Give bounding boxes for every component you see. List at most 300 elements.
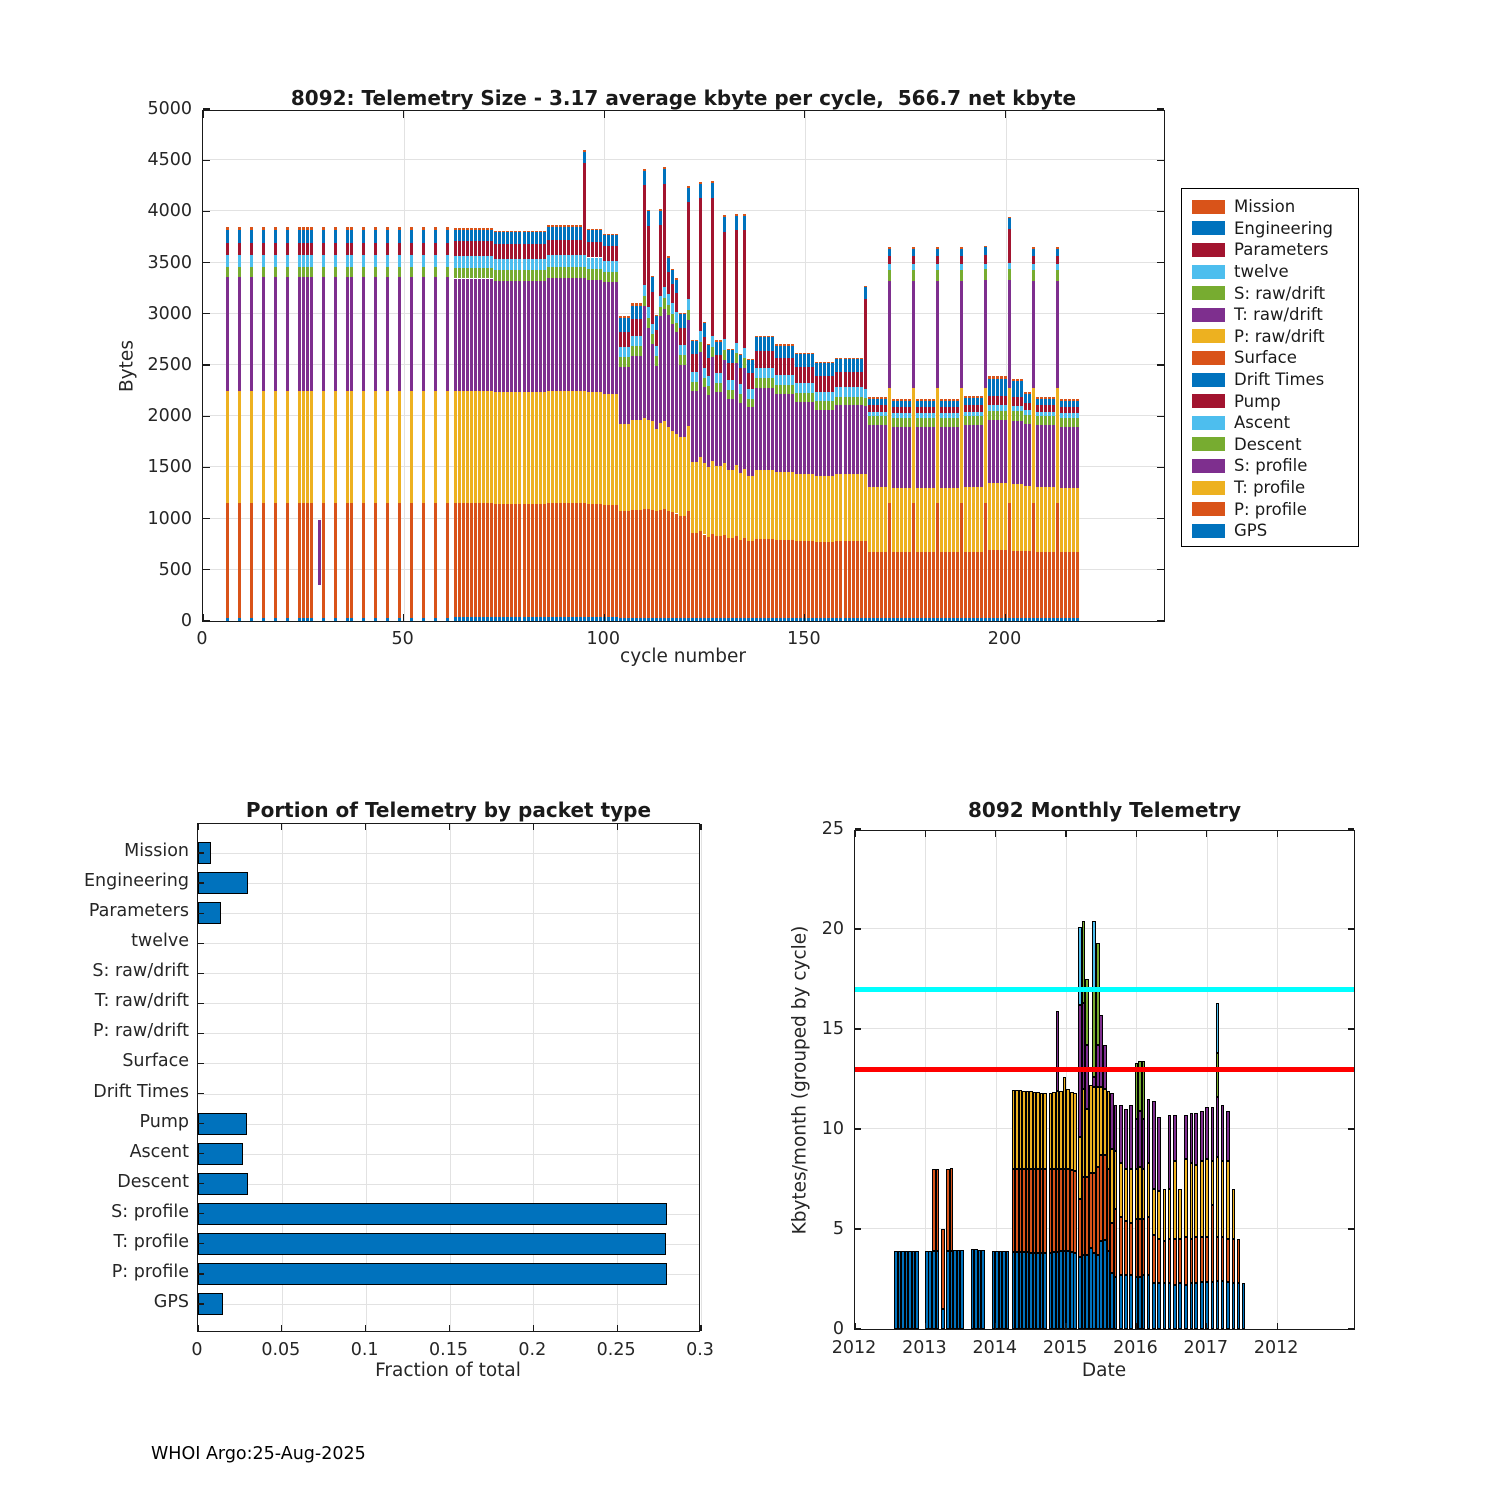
telemetry-bar-segment (535, 504, 538, 618)
telemetry-bar-segment (575, 240, 578, 255)
x-tick-mark (403, 614, 404, 621)
telemetry-bar-segment (611, 261, 614, 272)
telemetry-bar-segment (595, 269, 598, 280)
telemetry-bar-segment (434, 227, 437, 230)
monthly-bar-segment (1119, 1275, 1123, 1329)
telemetry-bar-segment (571, 255, 574, 267)
telemetry-bar-segment (306, 243, 309, 255)
telemetry-bar-segment (956, 552, 959, 618)
telemetry-bar-segment (623, 424, 626, 511)
monthly-bar-segment (1173, 1161, 1177, 1239)
telemetry-bar-segment (506, 504, 509, 618)
grid-line (198, 883, 699, 884)
telemetry-bar-segment (711, 181, 714, 183)
x-tick-mark (1206, 1323, 1207, 1329)
telemetry-bar-segment (535, 617, 538, 621)
telemetry-bar-segment (643, 418, 646, 509)
telemetry-bar-segment (831, 392, 834, 401)
telemetry-bar-segment (815, 401, 818, 410)
telemetry-bar-segment (839, 397, 842, 406)
grid-line (198, 1094, 699, 1095)
telemetry-bar-segment (310, 391, 313, 504)
telemetry-bar-segment (547, 278, 550, 391)
y-tick-label: 5 (832, 1219, 844, 1239)
telemetry-bar-segment (747, 360, 750, 372)
telemetry-bar-segment (667, 618, 670, 621)
monthly-bar-segment (1173, 1239, 1177, 1285)
telemetry-bar-segment (446, 227, 449, 230)
telemetry-bar-segment (286, 243, 289, 255)
telemetry-bar-segment (575, 227, 578, 240)
telemetry-bar-segment (575, 255, 578, 267)
telemetry-bar-segment (306, 618, 309, 621)
monthly-bar-segment (1200, 1282, 1204, 1329)
telemetry-bar-segment (611, 272, 614, 282)
telemetry-bar-segment (663, 184, 666, 287)
telemetry-bar-segment (948, 407, 951, 413)
telemetry-bar-segment (791, 540, 794, 619)
telemetry-bar-segment (547, 617, 550, 621)
telemetry-bar-segment (960, 249, 963, 256)
telemetry-bar-segment (928, 552, 931, 618)
telemetry-bar-segment (747, 618, 750, 621)
telemetry-bar-segment (924, 413, 927, 418)
telemetry-bar-segment (374, 618, 377, 621)
monthly-bar-segment (1216, 1237, 1220, 1281)
telemetry-bar-segment (940, 618, 943, 621)
telemetry-bar-segment (823, 376, 826, 392)
telemetry-bar-segment (860, 397, 863, 406)
telemetry-bar-segment (864, 541, 867, 619)
telemetry-bar-segment (868, 552, 871, 618)
telemetry-bar-segment (470, 230, 473, 241)
telemetry-bar-segment (920, 552, 923, 618)
monthly-bar-segment (1119, 1217, 1123, 1275)
telemetry-bar-segment (715, 618, 718, 621)
telemetry-bar-segment (539, 231, 542, 233)
y-tick-mark (198, 1123, 204, 1124)
telemetry-bar-segment (1068, 618, 1071, 621)
legend-item-label: Surface (1234, 348, 1297, 368)
telemetry-bar-segment (547, 503, 550, 617)
telemetry-bar-segment (852, 359, 855, 371)
telemetry-bar-segment (924, 399, 927, 401)
y-tick-mark (198, 1063, 204, 1064)
telemetry-bar-segment (872, 397, 875, 399)
telemetry-bar-segment (747, 399, 750, 408)
telemetry-bar-segment (466, 256, 469, 268)
telemetry-bar-segment (238, 277, 241, 391)
telemetry-bar-segment (362, 243, 365, 255)
telemetry-bar-segment (262, 391, 265, 504)
telemetry-bar-segment (1004, 411, 1007, 421)
monthly-bar-segment (1184, 1237, 1188, 1285)
telemetry-bar-segment (815, 392, 818, 401)
telemetry-bar-segment (486, 228, 489, 230)
telemetry-bar-segment (571, 391, 574, 503)
x-tick-mark (604, 614, 605, 621)
telemetry-bar-segment (543, 617, 546, 621)
telemetry-bar-segment (334, 267, 337, 277)
telemetry-bar-segment (964, 618, 967, 621)
telemetry-bar-segment (595, 617, 598, 621)
telemetry-bar-segment (695, 462, 698, 533)
telemetry-bar-segment (699, 457, 702, 531)
monthly-bar-segment (1006, 1251, 1010, 1329)
telemetry-bar-segment (827, 376, 830, 392)
telemetry-bar-segment (302, 255, 305, 266)
telemetry-bar-segment (779, 375, 782, 385)
telemetry-bar-segment (458, 256, 461, 268)
telemetry-bar-segment (583, 278, 586, 391)
telemetry-bar-segment (948, 488, 951, 553)
telemetry-bar-segment (595, 258, 598, 270)
monthly-y-axis-label: Kbytes/month (grouped by cycle) (789, 925, 811, 1235)
telemetry-bar-segment (687, 299, 690, 310)
telemetry-bar-segment (663, 618, 666, 621)
telemetry-bar-segment (603, 394, 606, 505)
telemetry-bar-segment (980, 425, 983, 486)
telemetry-bar-segment (1060, 488, 1063, 553)
telemetry-bar-segment (807, 383, 810, 393)
telemetry-bar-segment (751, 373, 754, 389)
telemetry-bar-segment (787, 540, 790, 619)
telemetry-bar-segment (462, 503, 465, 617)
telemetry-bar-segment (454, 241, 457, 256)
category-label: Surface (122, 1051, 189, 1072)
telemetry-bar-segment (506, 270, 509, 281)
telemetry-bar-segment (968, 425, 971, 486)
telemetry-bar-segment (350, 618, 353, 621)
x-tick-mark (365, 1325, 366, 1331)
telemetry-bar-segment (723, 232, 726, 340)
telemetry-bar-segment (647, 509, 650, 618)
grid-line (450, 824, 451, 1331)
telemetry-bar-segment (346, 255, 349, 266)
telemetry-bar-segment (908, 488, 911, 553)
telemetry-bar-segment (298, 503, 301, 618)
telemetry-bar-segment (872, 618, 875, 621)
telemetry-bar-segment (711, 347, 714, 357)
telemetry-bar-segment (490, 391, 493, 503)
telemetry-bar-segment (398, 277, 401, 391)
telemetry-bar-segment (250, 230, 253, 243)
telemetry-bar-segment (948, 618, 951, 621)
telemetry-bar-segment (663, 169, 666, 183)
telemetry-bar-segment (587, 258, 590, 270)
telemetry-bar-segment (1040, 399, 1043, 405)
grid-line (198, 1003, 699, 1004)
telemetry-bar-segment (462, 256, 465, 268)
telemetry-bar-segment (346, 267, 349, 277)
telemetry-bar-segment (876, 552, 879, 618)
telemetry-bar-segment (727, 538, 730, 618)
telemetry-bar-segment (719, 340, 722, 342)
telemetry-bar-segment (1028, 618, 1031, 621)
telemetry-bar-segment (852, 387, 855, 396)
legend-item (1192, 369, 1358, 391)
telemetry-bar-segment (972, 552, 975, 618)
telemetry-bar-segment (948, 418, 951, 427)
legend-swatch (1192, 200, 1225, 214)
x-tick-label: 0.3 (686, 1340, 714, 1360)
telemetry-bar-segment (735, 465, 738, 536)
telemetry-bar-segment (880, 399, 883, 405)
telemetry-bar-segment (302, 227, 305, 230)
telemetry-bar-segment (398, 230, 401, 243)
telemetry-bar-segment (1008, 218, 1011, 229)
telemetry-bar-segment (286, 267, 289, 277)
telemetry-bar-segment (892, 399, 895, 401)
fraction-x-axis-label: Fraction of total (375, 1360, 521, 1381)
monthly-bar-segment (1157, 1283, 1161, 1329)
telemetry-bar-segment (410, 267, 413, 277)
telemetry-bar-segment (627, 318, 630, 331)
telemetry-bar-segment (643, 306, 646, 418)
telemetry-bar-segment (639, 420, 642, 510)
telemetry-bar-segment (627, 357, 630, 366)
grid-line (198, 1033, 699, 1034)
telemetry-bar-segment (623, 316, 626, 318)
telemetry-bar-segment (587, 617, 590, 621)
telemetry-bar-segment (398, 227, 401, 230)
telemetry-bar-segment (543, 281, 546, 392)
telemetry-bar-segment (731, 399, 734, 470)
telemetry-bar-segment (527, 232, 530, 243)
telemetry-bar-segment (976, 552, 979, 618)
telemetry-bar-segment (980, 405, 983, 412)
telemetry-bar-segment (1048, 425, 1051, 486)
telemetry-bar-segment (992, 411, 995, 421)
telemetry-bar-segment (434, 243, 437, 255)
telemetry-bar-segment (579, 255, 582, 267)
telemetry-bar-segment (876, 425, 879, 486)
telemetry-bar-segment (410, 618, 413, 621)
telemetry-bar-segment (410, 255, 413, 266)
telemetry-bar-segment (659, 209, 662, 211)
grid-line (282, 824, 283, 1331)
y-tick-label: 2500 (147, 355, 192, 375)
telemetry-bar-segment (956, 413, 959, 418)
telemetry-bar-segment (848, 358, 851, 360)
telemetry-bar-segment (502, 504, 505, 618)
telemetry-bar-segment (458, 230, 461, 241)
telemetry-bar-segment (514, 504, 517, 618)
telemetry-bar-segment (916, 399, 919, 401)
telemetry-bar-segment (579, 503, 582, 617)
telemetry-bar-segment (872, 412, 875, 417)
telemetry-bar-segment (984, 618, 987, 621)
x-tick-mark (449, 824, 450, 830)
telemetry-bar-segment (1040, 425, 1043, 486)
telemetry-bar-segment (815, 542, 818, 619)
category-label: Parameters (88, 901, 189, 922)
legend-item-label: Drift Times (1234, 370, 1325, 390)
telemetry-bar-segment (988, 405, 991, 410)
telemetry-bar-segment (274, 503, 277, 618)
telemetry-bar-segment (506, 392, 509, 504)
telemetry-bar-segment (1072, 618, 1075, 621)
telemetry-bar-segment (579, 267, 582, 278)
monthly-bar-segment (1114, 1277, 1118, 1329)
telemetry-bar-segment (346, 230, 349, 243)
telemetry-bar-segment (683, 355, 686, 364)
telemetry-bar-segment (334, 618, 337, 621)
telemetry-bar-segment (1008, 229, 1011, 263)
telemetry-bar-segment (595, 504, 598, 618)
telemetry-bar-segment (226, 277, 229, 391)
telemetry-bar-segment (844, 359, 847, 371)
telemetry-bar-segment (543, 231, 546, 233)
telemetry-bar-segment (518, 244, 521, 259)
telemetry-bar-segment (599, 229, 602, 231)
telemetry-bar-segment (615, 261, 618, 272)
telemetry-bar-segment (767, 539, 770, 619)
telemetry-bar-segment (310, 243, 313, 255)
telemetry-bar-segment (502, 244, 505, 259)
telemetry-bar-segment (791, 618, 794, 621)
telemetry-bar-segment (844, 474, 847, 540)
telemetry-bar-segment (374, 503, 377, 618)
telemetry-bar-segment (839, 387, 842, 396)
telemetry-bar-segment (831, 476, 834, 542)
telemetry-bar-segment (310, 255, 313, 266)
monthly-bar-segment (1147, 1163, 1151, 1217)
telemetry-bar-segment (835, 359, 838, 371)
telemetry-bar-segment (731, 380, 734, 390)
telemetry-bar-segment (715, 536, 718, 618)
telemetry-bar-segment (683, 618, 686, 621)
telemetry-bar-segment (900, 401, 903, 407)
telemetry-bar-segment (872, 399, 875, 405)
telemetry-bar-segment (619, 332, 622, 347)
telemetry-bar-segment (731, 618, 734, 621)
telemetry-bar-segment (719, 466, 722, 536)
telemetry-bar-segment (563, 503, 566, 617)
telemetry-bar-segment (1056, 247, 1059, 249)
monthly-bar-segment (941, 1309, 945, 1329)
telemetry-bar-segment (731, 538, 734, 618)
telemetry-bar-segment (535, 244, 538, 259)
telemetry-bar-segment (523, 232, 526, 243)
telemetry-bar-segment (615, 282, 618, 393)
telemetry-bar-segment (310, 503, 313, 618)
telemetry-bar-segment (322, 255, 325, 266)
telemetry-bar-segment (864, 406, 867, 474)
telemetry-bar-segment (1072, 488, 1075, 553)
telemetry-bar-segment (603, 282, 606, 393)
telemetry-bar-segment (531, 392, 534, 504)
telemetry-bar-segment (631, 336, 634, 347)
grid-line (404, 111, 405, 621)
telemetry-bar-segment (775, 618, 778, 621)
telemetry-bar-segment (815, 363, 818, 375)
telemetry-bar-segment (238, 267, 241, 277)
monthly-bar-segment (1216, 1157, 1220, 1237)
legend-item-label: T: profile (1234, 478, 1306, 498)
telemetry-bar-segment (711, 183, 714, 198)
telemetry-bar-segment (374, 267, 377, 277)
telemetry-bar-segment (691, 372, 694, 382)
telemetry-bar-segment (707, 618, 710, 621)
telemetry-bar-segment (478, 241, 481, 256)
telemetry-bar-segment (587, 242, 590, 257)
telemetry-bar-segment (972, 425, 975, 486)
telemetry-bar-segment (1064, 399, 1067, 401)
y-tick-mark (203, 313, 210, 314)
telemetry-bar-segment (422, 277, 425, 391)
telemetry-bar-segment (827, 542, 830, 619)
telemetry-bar-segment (567, 503, 570, 617)
telemetry-bar-segment (968, 416, 971, 425)
telemetry-bar-segment (904, 427, 907, 488)
telemetry-bar-segment (274, 277, 277, 391)
telemetry-bar-segment (639, 319, 642, 335)
telemetry-bar-segment (839, 618, 842, 621)
y-tick-label: 15 (821, 1019, 844, 1039)
telemetry-bar-segment (928, 399, 931, 401)
telemetry-bar-segment (848, 405, 851, 474)
monthly-bar-segment (1216, 1097, 1220, 1157)
x-tick-label: 2014 (972, 1338, 1017, 1358)
telemetry-bar-segment (703, 463, 706, 535)
monthly-bar-segment (1190, 1239, 1194, 1283)
telemetry-bar-segment (900, 618, 903, 621)
telemetry-bar-segment (807, 354, 810, 367)
telemetry-bar-segment (615, 246, 618, 261)
monthly-bar-segment (1190, 1113, 1194, 1163)
telemetry-bar-segment (551, 255, 554, 267)
telemetry-bar-segment (667, 315, 670, 427)
telemetry-bar-segment (852, 405, 855, 474)
x-tick-label: 2017 (1183, 1338, 1229, 1358)
telemetry-bar-segment (454, 268, 457, 279)
telemetry-bar-segment (1004, 379, 1007, 396)
y-tick-mark (203, 467, 210, 468)
telemetry-bar-segment (1056, 249, 1059, 256)
telemetry-bar-segment (944, 407, 947, 413)
telemetry-bar-segment (607, 394, 610, 505)
telemetry-bar-segment (575, 267, 578, 278)
telemetry-bar-segment (334, 255, 337, 266)
telemetry-bar-segment (723, 463, 726, 535)
telemetry-bar-segment (896, 488, 899, 553)
telemetry-bar-segment (996, 376, 999, 379)
telemetry-bar-segment (827, 363, 830, 375)
legend-swatch (1192, 524, 1225, 538)
telemetry-bar-segment (679, 365, 682, 438)
telemetry-bar-segment (250, 243, 253, 255)
telemetry-bar-segment (350, 255, 353, 266)
telemetry-bar-segment (559, 391, 562, 503)
telemetry-bar-segment (1052, 487, 1055, 552)
telemetry-bar-segment (956, 618, 959, 621)
telemetry-bar-segment (727, 390, 730, 399)
telemetry-bar-segment (559, 617, 562, 621)
telemetry-bar-segment (551, 240, 554, 255)
telemetry-bar-segment (446, 618, 449, 621)
telemetry-bar-segment (555, 225, 558, 228)
telemetry-bar-segment (912, 388, 915, 503)
telemetry-bar-segment (607, 235, 610, 246)
telemetry-bar-segment (615, 505, 618, 618)
telemetry-bar-segment (884, 416, 887, 425)
telemetry-bar-segment (856, 358, 859, 360)
telemetry-bar-segment (571, 278, 574, 391)
telemetry-bar-segment (563, 267, 566, 278)
telemetry-bar-segment (567, 240, 570, 255)
telemetry-bar-segment (454, 391, 457, 503)
